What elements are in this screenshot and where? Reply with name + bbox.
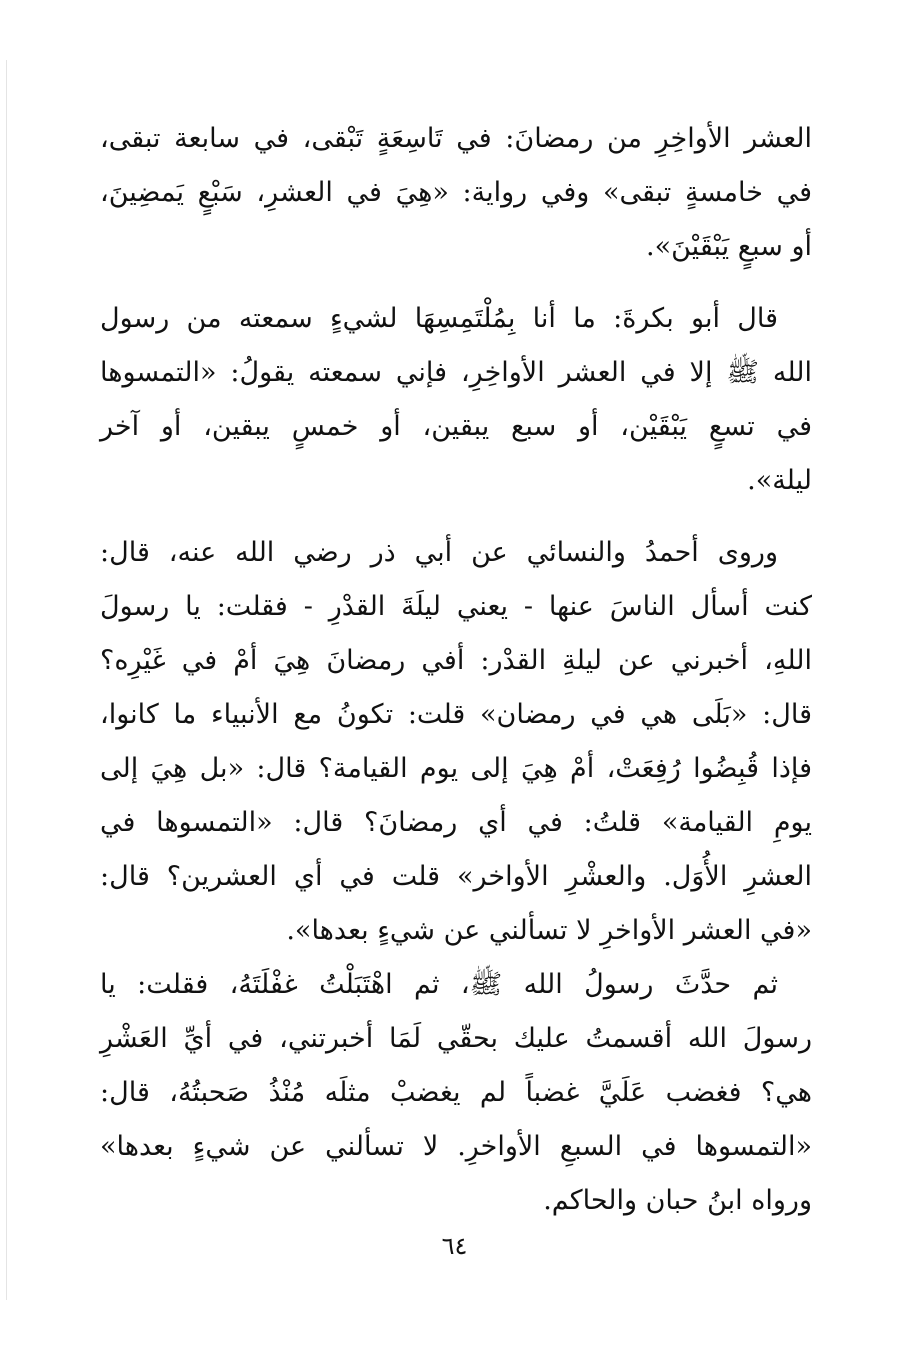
text-line: ثم حدَّثَ رسولُ الله ﷺ، ثم اهْتَبَلْتُ غفْلَتَهُ، فقلت: يا bbox=[100, 969, 778, 1000]
text-line: فإذا قُبِضُوا رُفِعَتْ، أمْ هِيَ إلى يوم القيامة؟ قال: «بل هِيَ إلى bbox=[100, 753, 812, 784]
text-line: العشرِ الأُوَل. والعشْرِ الأواخر» قلت في أي العشرين؟ قال: bbox=[100, 861, 812, 892]
text-line: اللهِ، أخبرني عن ليلةِ القدْر: أفي رمضانَ هِيَ أمْ في غَيْرِه؟ bbox=[100, 645, 812, 676]
text-line: العشر الأواخِرِ من رمضانَ: في تَاسِعَةٍ تَبْقى، في سابعة تبقى، bbox=[100, 123, 812, 154]
page-body-text bbox=[100, 112, 812, 1228]
text-line: قال: «بَلَى هي في رمضان» قلت: تكونُ مع الأنبياء ما كانوا، bbox=[100, 699, 812, 730]
page-number: ٦٤ bbox=[441, 1232, 468, 1260]
text-line: يومِ القيامة» قلتُ: في أي رمضانَ؟ قال: «التمسوها في bbox=[100, 807, 812, 838]
text-line: ليلة». bbox=[747, 465, 812, 496]
paragraph-1 bbox=[100, 112, 812, 274]
paragraph-4 bbox=[100, 958, 812, 1228]
text-line: هي؟ فغضب عَلَيَّ غضباً لم يغضبْ مثلَه مُنْذُ صَحبتُهُ، قال: bbox=[100, 1077, 812, 1108]
text-line: الله ﷺ إلا في العشر الأواخِرِ، فإني سمعته يقولُ: «التمسوها bbox=[100, 357, 812, 388]
text-line: في تسعٍ يَبْقَيْن، أو سبع يبقين، أو خمسٍ يبقين، أو آخر bbox=[100, 411, 812, 442]
text-line: كنت أسأل الناسَ عنها - يعني ليلَةَ القدْرِ - فقلت: يا رسولَ bbox=[100, 591, 812, 622]
scan-edge-line bbox=[6, 60, 7, 1300]
text-line: ورواه ابنُ حبان والحاكم. bbox=[543, 1185, 812, 1216]
text-line: في خامسةٍ تبقى» وفي رواية: «هِيَ في العشرِ، سَبْعٍ يَمضِينَ، bbox=[100, 177, 812, 208]
paragraph-3 bbox=[100, 526, 812, 958]
text-line: رسولَ الله أقسمتُ عليك بحقّي لَمَا أخبرتني، في أيِّ العَشْرِ bbox=[100, 1023, 812, 1054]
text-line: «التمسوها في السبعِ الأواخرِ. لا تسألني عن شيءٍ بعدها» bbox=[100, 1131, 812, 1162]
text-line: وروى أحمدُ والنسائي عن أبي ذر رضي الله عنه، قال: bbox=[100, 537, 778, 568]
paragraph-2 bbox=[100, 292, 812, 508]
text-line: قال أبو بكرةَ: ما أنا بِمُلْتَمِسِهَا لشيءٍ سمعته من رسول bbox=[100, 303, 778, 334]
text-line: «في العشر الأواخرِ لا تسألني عن شيءٍ بعدها». bbox=[286, 915, 812, 946]
text-line: أو سبعٍ يَبْقَيْنَ». bbox=[646, 231, 812, 262]
